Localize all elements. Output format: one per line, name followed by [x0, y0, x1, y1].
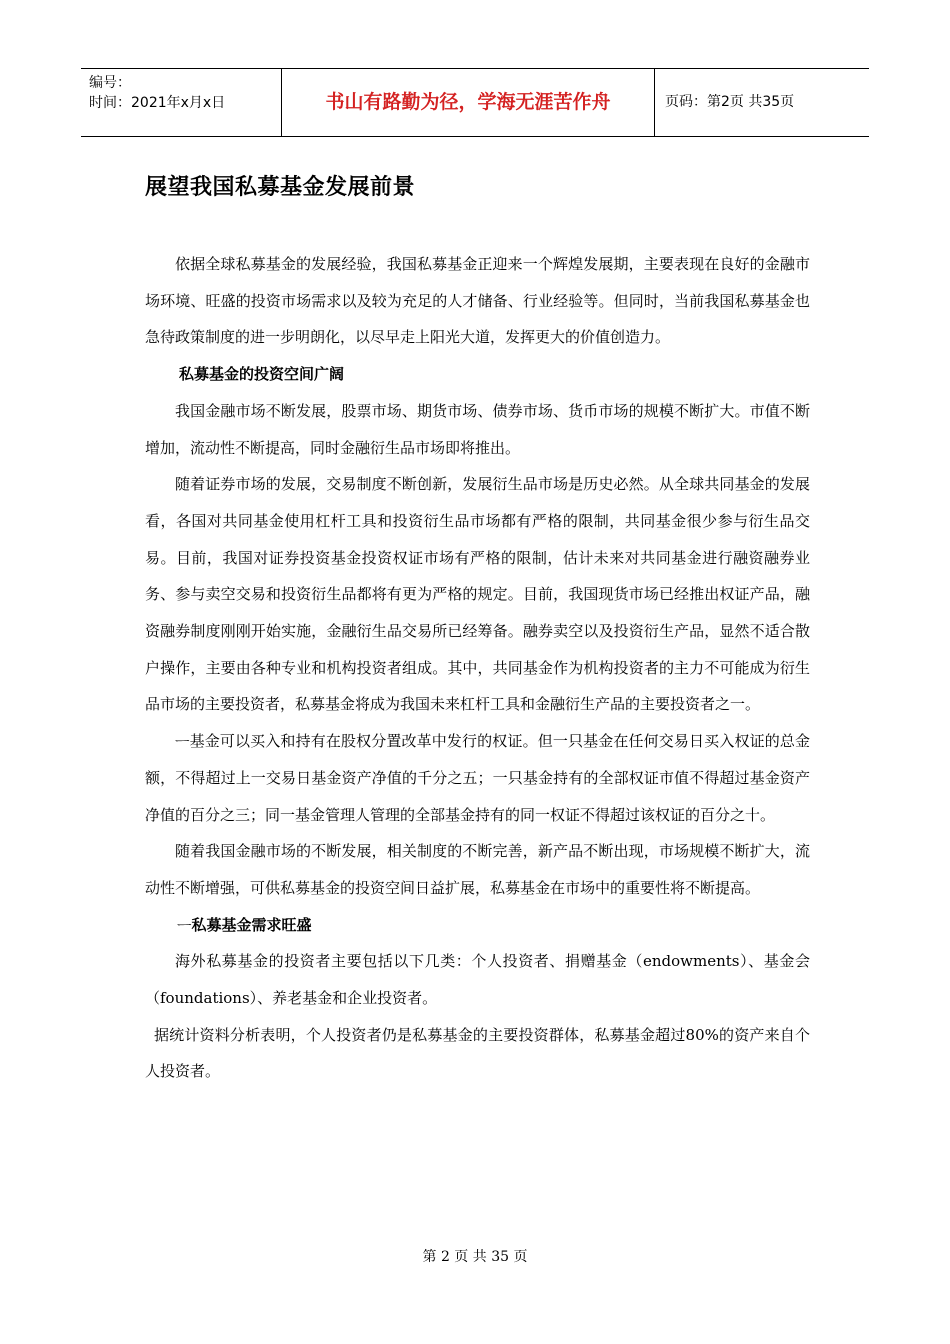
paragraph: 我国金融市场不断发展，股票市场、期货市场、债券市场、货币市场的规模不断扩大。市值不断增加，流动性不断提高，同时金融衍生品市场即将推出。 [145, 401, 810, 457]
header-meta [81, 69, 281, 136]
document-body [145, 246, 810, 1090]
page-footer: 第 2 页 共 35 页 [422, 1249, 528, 1265]
document-title: 展望我国私募基金发展前景 [145, 174, 416, 200]
section-heading-demand [145, 907, 810, 944]
paragraph: 随着证券市场的发展，交易制度不断创新，发展衍生品市场是历史必然。从全球共同基金的发展看，各国对共同基金使用杠杆工具和投资衍生品市场都有严格的限制，共同基金很少参与衍生品交易。目前，我国对证券投资基金投资权证市场有严格的限制，估计未来对共同基金进行融资融券业务、参与卖空交易和投资衍生品都将有更为严格的规定。目前，我国现货市场已经推出权证产品，融资融券制度刚刚开始实施，金融衍生品交易所已经筹备。融券卖空以及投资衍生产品，显然不适合散户操作，主要由各种专业和机构投资者组成。其中，共同基金作为机构投资者的主力不可能成为衍生品市场的主要投资者，私募基金将成为我国未来杠杆工具和金融衍生产品的主要投资者之一。 [145, 475, 810, 714]
page-header [81, 68, 869, 137]
document-number-label: 编号： [89, 75, 131, 91]
paragraph-text: 基金可以买入和持有在股权分置改革中发行的权证。但一只基金在任何交易日买入权证的总金额，不得超过上一交易日基金资产净值的千分之五；一只基金持有的全部权证市值不得超过基金资产净值的百分之三；同一基金管理人管理的全部基金持有的同一权证不得超过该权证的百分之十。 [145, 732, 810, 824]
paragraph: 海外私募基金的投资者主要包括以下几类：个人投资者、捐赠基金（endowments）、基金会（foundations）、养老基金和企业投资者。 [145, 952, 810, 1008]
section-heading-text: 私募基金需求旺盛 [191, 915, 312, 934]
paragraph: 据统计资料分析表明，个人投资者仍是私募基金的主要投资群体，私募基金超过80%的资产来自个人投资者。 [145, 1025, 810, 1081]
section-heading-investment-space: 私募基金的投资空间广阔 [179, 365, 345, 384]
header-motto: 书山有路勤为径，学海无涯苦作舟 [281, 69, 655, 136]
paragraph-warrants [145, 723, 810, 833]
header-page-label: 页码：第2页 共35页 [665, 94, 795, 110]
section-mark: ᅳ [175, 732, 190, 751]
paragraph-intro: 依据全球私募基金的发展经验，我国私募基金正迎来一个辉煌发展期，主要表现在良好的金融市场环境、旺盛的投资市场需求以及较为充足的人才储备、行业经验等。但同时，当前我国私募基金也急待政策制度的进一步明朗化，以尽早走上阳光大道，发挥更大的价值创造力。 [145, 255, 810, 347]
paragraph: 随着我国金融市场的不断发展，相关制度的不断完善，新产品不断出现，市场规模不断扩大，流动性不断增强，可供私募基金的投资空间日益扩展，私募基金在市场中的重要性将不断提高。 [145, 842, 810, 897]
section-mark: ᅳ [177, 915, 192, 934]
document-date-label: 时间：2021年x月x日 [89, 95, 226, 111]
